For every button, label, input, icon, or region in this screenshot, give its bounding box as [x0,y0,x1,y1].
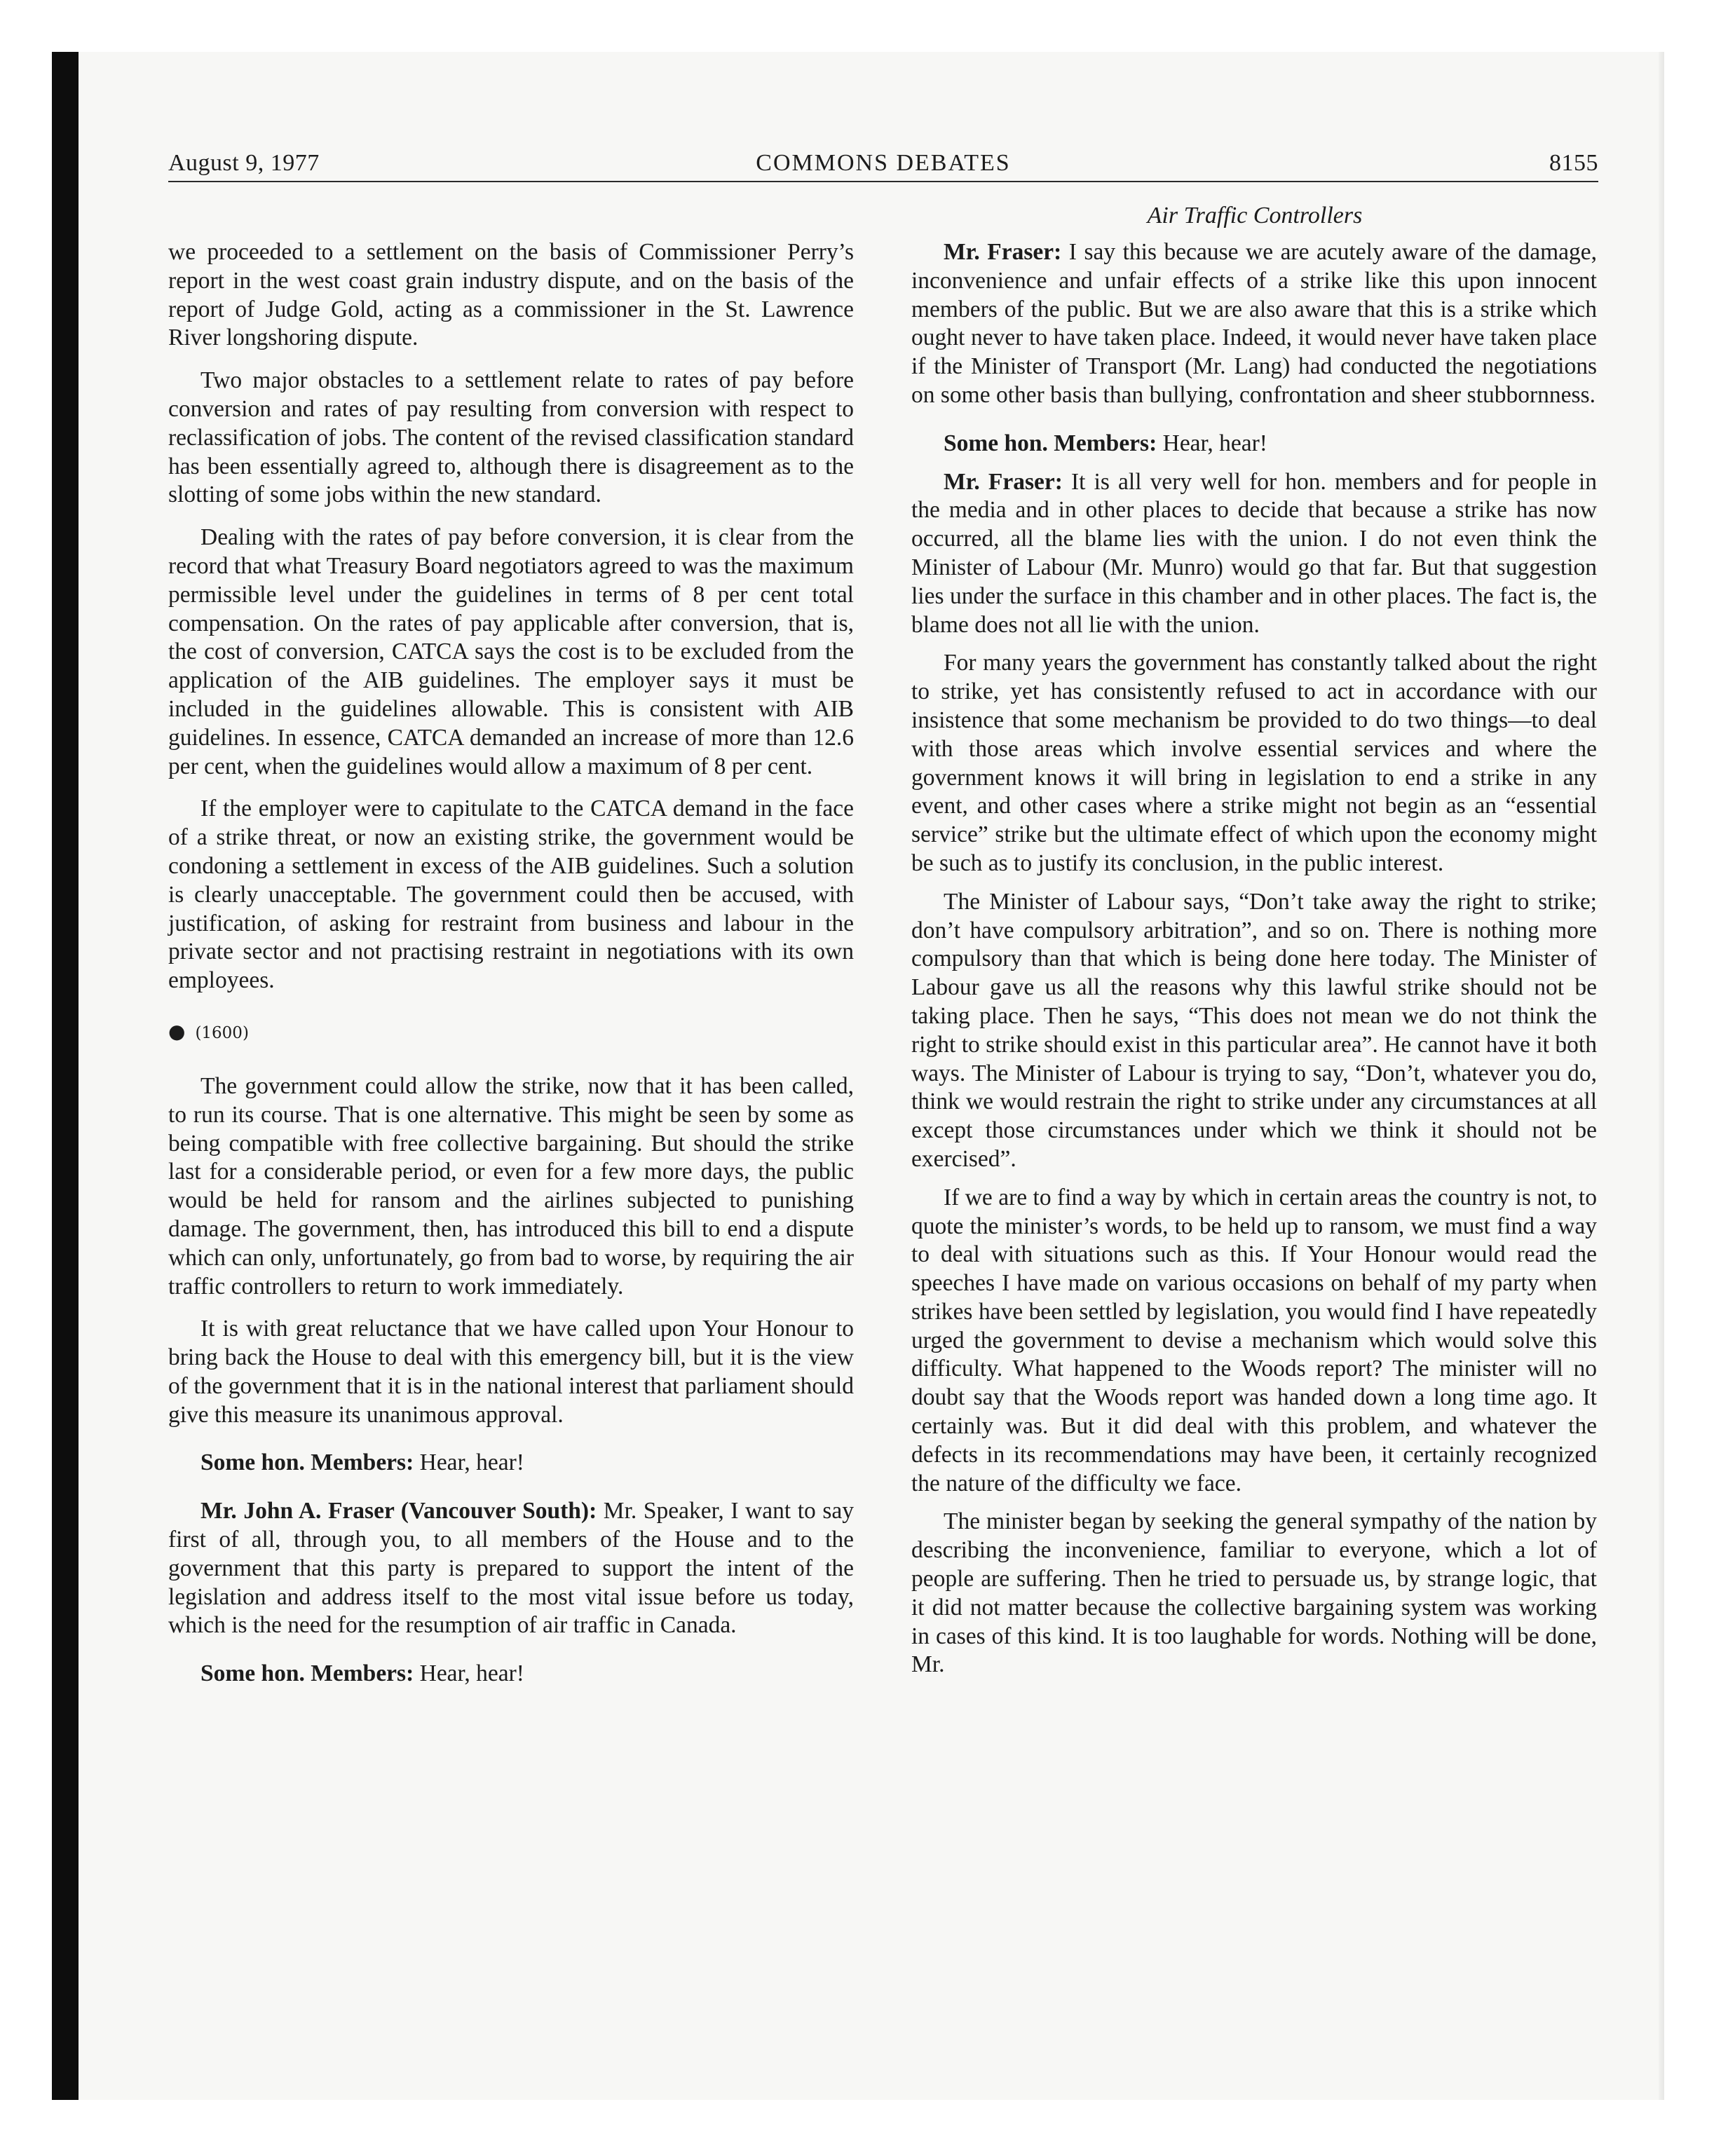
speech-paragraph [911,468,1597,640]
paragraph: we proceeded to a settlement on the basis of Commissioner Perry’s report in the west coast grain industry dispute, and on the basis of the report of Judge Gold, acting as a commissioner in the St. Lawrence River longshoring dispute. [168,239,854,351]
speech-text: Hear, hear! [1162,430,1267,456]
paragraph: If we are to find a way by which in certain areas the country is not, to quote the minister’s words, to be held up to ransom, we must find a way to deal with situations such as this. If Your Honour would read the speeches I have made on various occasions on behalf of my party when strikes have been settled by legislation, you would find I have repeatedly urged the government to devise a mechanism which would solve this difficulty. What happened to the Woods report? The minister will no doubt say that the Woods report was handed down a long time ago. It certainly was. But it did deal with this problem, and whatever the defects in its recommendations may have been, it certainly recognized the nature of the difficulty we face. [911,1184,1597,1496]
paragraph: If the employer were to capitulate to the CATCA demand in the face of a strike threat, or now an existing strike, the government would be condoning a settlement in excess of the AIB guidelines. Such a solution is clearly unacceptable. The government could then be accused, with justification, of asking for restraint from business and labour in the private sector and not practising restraint in negotiations with its own employees. [168,796,854,994]
paragraph: For many years the government has constantly talked about the right to strike, yet has consistently refused to act in accordance with our insistence that some mechanism be provided to do two things—to deal with those areas which involve essential services and where the government knows it will bring in legislation to end a strike in any event, and other cases where a strike might not begin as an “essential service” strike but the ultimate effect of which upon the economy might be such as to justify its conclusion, in the public interest. [911,650,1597,876]
speaker-name: Some hon. Members: [200,1449,414,1476]
scan-border [52,52,79,2100]
bullet-icon: ● [168,1019,186,1043]
right-column [911,238,1597,1689]
paragraph: The government could allow the strike, now that it has been called, to run its course. That is one alternative. This might be seen by some as being compatible with free collective bargaining. But should the strike last for a considerable period, or even for a few more days, the public would be held for ransom and the airlines subjected to punishing damage. The government, then, has introduced this bill to end a dispute which can only, unfortunately, go from bad to worse, by requiring the air traffic controllers to return to work immediately. [168,1072,854,1299]
speech-text: It is all very well for hon. members and for people in the media and in other places to decide that because a strike has now occurred, all the blame lies with the union. I do not even think the Minister of Labour (Mr. Munro) would go that far. But that suggestion lies under the surface in this chamber and in other places. The fact is, the blame does not all lie with the union. [911,468,1597,638]
speaker-name: Mr. Fraser: [944,239,1062,265]
speaker-name: Some hon. Members: [944,430,1157,456]
interjection [168,1660,854,1688]
speaker-name: Mr. Fraser: [944,468,1063,495]
paragraph: Dealing with the rates of pay before conversion, it is clear from the record that what Treasury Board negotiators agreed to was the maximum permissible level under the guidelines in terms of 8 per cent total compensation. On the rates of pay applicable after conversion, that is, the cost of conversion, CATCA says the cost is to be excluded from the application of the AIB guidelines. The employer says it must be included in the guidelines allowable. This is consistent with AIB guidelines. In essence, CATCA demanded an increase of more than 12.6 per cent, when the guidelines would allow a maximum of 8 per cent. [168,524,854,779]
paragraph: It is with great reluctance that we have called upon Your Honour to bring back the House to deal with this emergency bill, but it is the view of the government that it is in the national interest that parliament should give this measure its unanimous approval. [168,1316,854,1428]
left-column [168,238,854,1708]
speaker-name: Some hon. Members: [200,1660,414,1687]
speech-text: Hear, hear! [419,1660,524,1687]
time-marker [168,1019,854,1046]
paragraph: The minister began by seeking the general sympathy of the nation by describing the inconvenience, familiar to everyone, which a lot of people are suffering. Then he tried to persuade us, by strange logic, that it did not matter because the collective bargaining system was working in cases of this kind. It is too laughable for words. Nothing will be done, Mr. [911,1508,1597,1678]
running-header [168,146,1598,181]
paragraph: The Minister of Labour says, “Don’t take away the right to strike; don’t have compulsory arbitration”, and so on. There is nothing more compulsory than that which is being done here today. The Minister of Labour gave us all the reasons why this lawful strike should not be taking place. Then he says, “This does not mean we do not think the right to strike should exist in this particular area”. He cannot have it both ways. The Minister of Labour is trying to say, “Don’t, whatever you do, think we would restrain the right to strike under any circumstances at all except those circumstances under which we think it should not be exercised”. [911,888,1597,1172]
header-publication-title: COMMONS DEBATES [756,150,1011,176]
debate-subject: Air Traffic Controllers [1147,203,1363,228]
header-rule [168,181,1598,182]
speech-text: Hear, hear! [419,1449,524,1476]
header-page-number: 8155 [1549,150,1598,176]
speech-paragraph [911,238,1597,410]
paragraph: Two major obstacles to a settlement relate to rates of pay before conversion and rates of pay resulting from conversion with respect to reclassification of jobs. The content of the revised classification standard has been essentially agreed to, although there is disagreement as to the slotting of some jobs within the new standard. [168,367,854,508]
page-edge-shadow [1659,52,1664,2100]
speech-text: Mr. Speaker, I want to say first of all, through you, to all members of the House and to the government that this party is prepared to support the intent of the legislation and address itself to the most vital issue before us today, which is the need for the resumption of air traffic in Canada. [168,1498,854,1639]
speaker-name: Mr. John A. Fraser (Vancouver South): [200,1498,597,1524]
interjection [168,1449,854,1478]
speech-paragraph [168,1497,854,1640]
time-marker-label: (1600) [195,1023,249,1042]
speech-text: I say this because we are acutely aware of the damage, inconvenience and unfair effects of a strike like this upon innocent members of the public. But we are also aware that this is a strike which ought never to have taken place. Indeed, it would never have taken place if the Minister of Transport (Mr. Lang) had conducted the negotiations on some other basis than bullying, confrontation and sheer stubbornness. [911,239,1597,408]
header-date: August 9, 1977 [168,150,320,176]
interjection [911,430,1597,458]
